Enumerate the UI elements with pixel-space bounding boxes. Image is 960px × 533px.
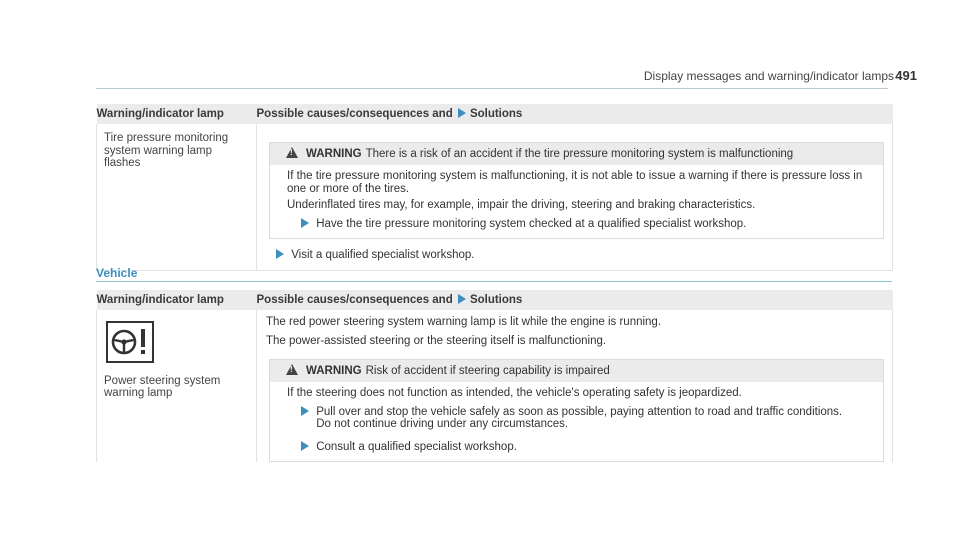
power-steering-table [96,290,893,462]
causes-cell [257,310,893,462]
cause-paragraph: The red power steering system warning lamp is lit while the engine is running. [266,316,662,328]
warning-box [269,359,884,462]
warning-paragraph: If the tire pressure monitoring system is malfunctioning, it is not able to issue a warning if there is pressure loss in one or more of the tires. [287,170,863,195]
warning-step: Have the tire pressure monitoring system checked at a qualified specialist workshop. [299,218,875,231]
col-header-solutions: Solutions [469,108,523,120]
step-arrow-icon [301,218,309,228]
col-header-causes-text: Possible causes/consequences and [256,294,453,306]
warning-title: WARNING [306,148,362,160]
warning-body [270,165,883,238]
lamp-cell [97,124,257,270]
warning-header [270,143,883,165]
solution-arrow-icon [458,108,466,118]
lamp-label: Power steering system warning lamp [104,374,221,399]
section-title: Vehicle [96,266,138,280]
warning-paragraph: Underinflated tires may, for example, impair the driving, steering and braking characteristics. [287,199,756,211]
col-header-causes [257,290,893,310]
cause-paragraph: The power-assisted steering or the steering itself is malfunctioning. [266,334,607,347]
page-header [0,0,960,92]
causes-cell [257,124,893,270]
step-arrow-icon [301,441,309,451]
warning-paragraph: If the steering does not function as intended, the vehicle's operating safety is jeopardized. [287,387,742,399]
lamp-label: Tire pressure monitoring system warning lamp flashes [104,132,229,169]
col-header-lamp: Warning/indicator lamp [97,104,257,124]
warning-text: There is a risk of an accident if the tire pressure monitoring system is malfunctioning [365,148,794,160]
col-header-causes [257,104,893,124]
warning-step: Consult a qualified specialist workshop. [299,441,875,454]
lamp-cell [97,310,257,462]
warning-box [269,142,884,239]
col-header-lamp: Warning/indicator lamp [97,290,257,310]
warning-triangle-icon [286,147,298,158]
warning-title: WARNING [306,365,362,377]
step-arrow-icon [301,406,309,416]
warning-triangle-icon [286,364,298,375]
section-rule [96,281,892,282]
solution-arrow-icon [458,294,466,304]
step-arrow-icon [276,249,284,259]
warning-body [270,382,883,461]
solution-step: Visit a qualified specialist workshop. [274,249,884,262]
warning-header [270,360,883,382]
warning-text: Risk of accident if steering capability is impaired [365,365,610,377]
warning-step: Pull over and stop the vehicle safely as soon as possible, paying attention to road and traffic conditions. Do not continue driving under any circumstances. [299,406,875,431]
page-number: 491 [895,68,917,83]
header-title: Display messages and warning/indicator lamps [643,69,894,83]
tire-pressure-table [96,104,893,271]
col-header-solutions: Solutions [469,294,523,306]
header-rule [96,88,888,89]
col-header-causes-text: Possible causes/consequences and [256,108,453,120]
power-steering-warning-icon [106,321,248,367]
